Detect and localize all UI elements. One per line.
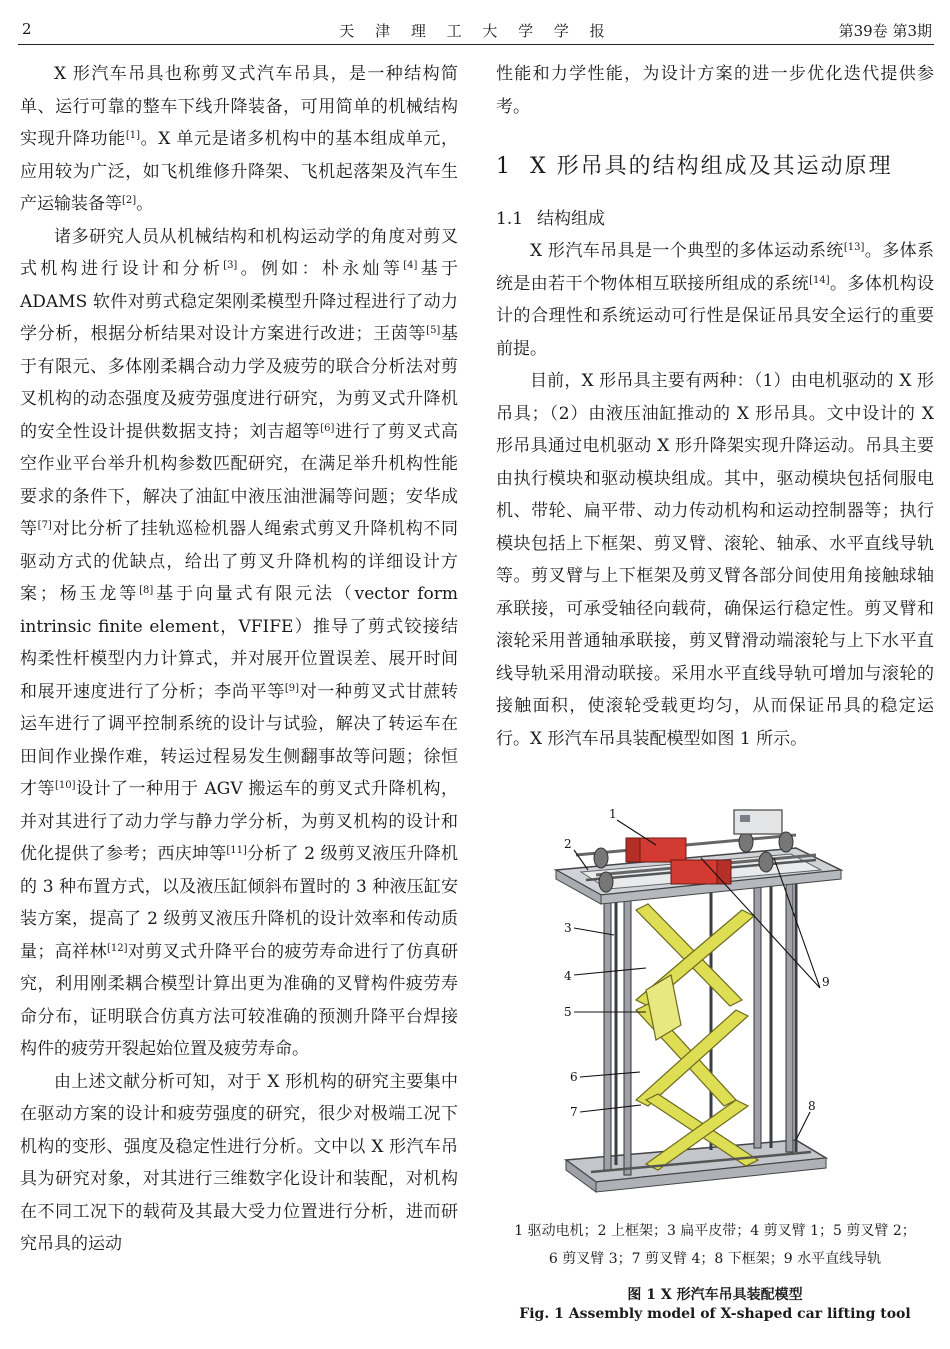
citation-ref[interactable]: [13] xyxy=(843,242,865,253)
text: 分析了 2 级剪叉液压升降机的 3 种布置方式，以及液压缸倾斜布置时的 3 种液压缸安装方案，提高了 2 级剪叉液压升降机的设计效率和传动质量；高祥林 xyxy=(20,844,459,962)
volume-issue: 第39卷 第3期 xyxy=(838,22,932,40)
journal-title: 天 津 理 工 大 学 学 报 xyxy=(339,22,613,40)
scissor-plate xyxy=(646,975,681,1040)
figure-legend-line-2: 6 剪叉臂 3；7 剪叉臂 4；8 下框架；9 水平直线导轨 xyxy=(548,1251,882,1267)
left-column xyxy=(20,58,458,1261)
paragraph-summary: 由上述文献分析可知，对于 X 形机构的研究主要集中在驱动方案的设计和疲劳强度的研究，很少对极端工况下机构的变形、强度及稳定性进行分析。文中以 X 形汽车吊具为研究对象，对其进行三维数字化设计和装配，对机构在不同工况下的载荷及其最大受力位置进行分析，进而研究吊具的运动 xyxy=(20,1071,458,1254)
text: 。X 单元是诸多机构中的基本组成单元，应用较为广泛，如飞机维修升降架、飞机起落架及汽车生产运输装备等 xyxy=(20,129,458,214)
citation-ref[interactable]: [7] xyxy=(37,520,52,531)
section-number: 1 xyxy=(496,154,512,179)
citation-ref[interactable]: [10] xyxy=(55,780,76,791)
figure-caption-cn: 图 1 X 形汽车吊具装配模型 xyxy=(627,1287,803,1303)
text: 。多体系统是由若干个物体相互联接所组成的系统 xyxy=(496,241,935,294)
text: 。多体机构设计的合理性和系统运动可行性是保证吊具安全运行的重要前提。 xyxy=(496,273,935,359)
paragraph-multibody xyxy=(496,235,934,365)
citation-ref[interactable]: [8] xyxy=(139,585,154,596)
text: 对剪叉式升降平台的疲劳寿命进行了仿真研究，利用刚柔耦合模型计算出更为准确的叉臂构件疲劳寿命分布，证明联合仿真方法可较准确的预测升降平台焊接构件的疲劳开裂起始位置及疲劳寿命。 xyxy=(20,941,459,1059)
frame-post xyxy=(604,870,611,1170)
paragraph-intro xyxy=(20,58,458,221)
citation-ref[interactable]: [9] xyxy=(284,682,300,694)
text: 基于向量式有限元法（vector form intrinsic finite element，VFIFE）推导了剪式铰接结构柔性杆模型内力计算式，并对展开位置误差、展开时间和展开速度进行了分析；李尚平等 xyxy=(20,584,458,702)
figure-legend-line-1: 1 驱动电机；2 上框架；3 扁平皮带；4 剪叉臂 1；5 剪叉臂 2； xyxy=(514,1223,916,1239)
text: 基于 ADAMS 软件对剪式稳定架刚柔模型升降过程进行了动力学分析，根据分析结果对设计方案进行改进；王茵等 xyxy=(20,259,459,344)
drive-motor xyxy=(626,838,686,862)
lifting-tool-illustration xyxy=(496,800,934,1215)
citation-ref[interactable]: [1] xyxy=(125,130,140,141)
citation-ref[interactable]: [2] xyxy=(122,195,137,206)
right-column xyxy=(496,58,934,755)
frame-post xyxy=(624,875,631,1175)
section-heading xyxy=(496,151,934,183)
section-title: X 形吊具的结构组成及其运动原理 xyxy=(530,154,893,179)
text: 进行了剪叉式高空作业平台举升机构参数匹配研究，在满足举升机构性能要求的条件下，解决了油缸中液压油泄漏等问题；安华成等 xyxy=(20,421,459,539)
scissor-arms xyxy=(636,904,758,1170)
paragraph-structure: 目前，X 形吊具主要有两种：（1）由电机驱动的 X 形吊具；（2）由液压油缸推动的 X 形吊具。文中设计的 X 形吊具通过电机驱动 X 形升降架实现升降运动。吊具主要由执行模块和驱动模块组成。其中，驱动模块包括伺服电机、带轮、扁平带、动力传动机构和运动控制器等；执行模块包括上下框架、剪叉臂、滚轮、轴承、水平直线导轨等。剪叉臂与上下框架及剪叉臂各部分间使用角接触球轴承联接，可承受轴径向载荷，确保运行稳定性。剪叉臂和滚轮采用普通轴承联接，剪叉臂滑动端滚轮与上下水平直线导轨采用滑动联接。采用水平直线导轨可增加与滚轮的接触面积，使滚轮受载更均匀，从而保证吊具的稳定运行。X 形汽车吊具装配模型如图 1 所示。 xyxy=(496,371,934,749)
citation-ref[interactable]: [6] xyxy=(320,422,335,434)
subsection-title: 结构组成 xyxy=(537,209,606,229)
figure-caption-en: Fig. 1 Assembly model of X-shaped car lifting tool xyxy=(519,1306,911,1322)
paragraph-literature-review xyxy=(20,221,458,1066)
citation-ref[interactable]: [11] xyxy=(226,845,247,856)
text: 基于有限元、多体刚柔耦合动力学及疲劳的联合分析法对剪叉机构的动态强度及疲劳强度进行研究，为剪叉式升降机的安全性设计提供数据支持；刘吉超等 xyxy=(20,324,459,442)
callout-5: 5 xyxy=(564,1005,572,1019)
text: 对一种剪叉式甘蔗转运车进行了调平控制系统的设计与试验，解决了转运车在田间作业操作难，转运过程易发生侧翻事故等问题；徐恒才等 xyxy=(20,681,459,799)
figure-assembly-model xyxy=(496,800,934,1215)
subsection-number: 1.1 xyxy=(496,209,524,229)
text: 设计了一种用于 AGV 搬运车的剪叉式升降机构，并对其进行了动力学与静力学分析，为剪叉机构的设计和优化提供了参考；西庆坤等 xyxy=(20,779,459,864)
text: 。 xyxy=(136,194,154,214)
citation-ref[interactable]: [5] xyxy=(426,325,441,336)
callout-6: 6 xyxy=(570,1070,578,1084)
callout-8: 8 xyxy=(808,1099,816,1113)
citation-ref[interactable]: [14] xyxy=(809,274,830,286)
frame-post xyxy=(786,862,793,1152)
text: 诸多研究人员从机械结构和机构运动学的角度对剪叉式机构进行设计和分析 xyxy=(20,226,458,279)
text: X 形汽车吊具是一个典型的多体运动系统 xyxy=(530,241,844,261)
callout-9: 9 xyxy=(822,975,830,989)
subsection-heading xyxy=(496,203,934,235)
running-header xyxy=(18,14,934,45)
frame-post xyxy=(754,858,761,1148)
callout-2: 2 xyxy=(564,837,572,851)
callout-1: 1 xyxy=(609,807,617,821)
callout-4: 4 xyxy=(564,969,572,983)
citation-ref[interactable]: [12] xyxy=(106,942,128,954)
text: X 形汽车吊具也称剪叉式汽车吊具，是一种结构简单、运行可靠的整车下线升降装备，可用简单的机械结构实现升降功能 xyxy=(20,64,458,149)
text: 。例如：朴永灿等 xyxy=(237,259,404,279)
citation-ref[interactable]: [3] xyxy=(223,260,238,271)
paragraph-continued: 性能和力学性能，为设计方案的进一步优化迭代提供参考。 xyxy=(496,64,934,117)
text: 对比分析了挂轨巡检机器人绳索式剪叉升降机构不同驱动方式的优缺点，给出了剪叉升降机构的详细设计方案；杨玉龙等 xyxy=(20,519,459,604)
motion-controller-panel xyxy=(740,815,750,822)
callout-3: 3 xyxy=(564,921,572,935)
page-number: 2 xyxy=(22,20,32,38)
callout-7: 7 xyxy=(570,1105,578,1119)
citation-ref[interactable]: [4] xyxy=(403,260,418,271)
